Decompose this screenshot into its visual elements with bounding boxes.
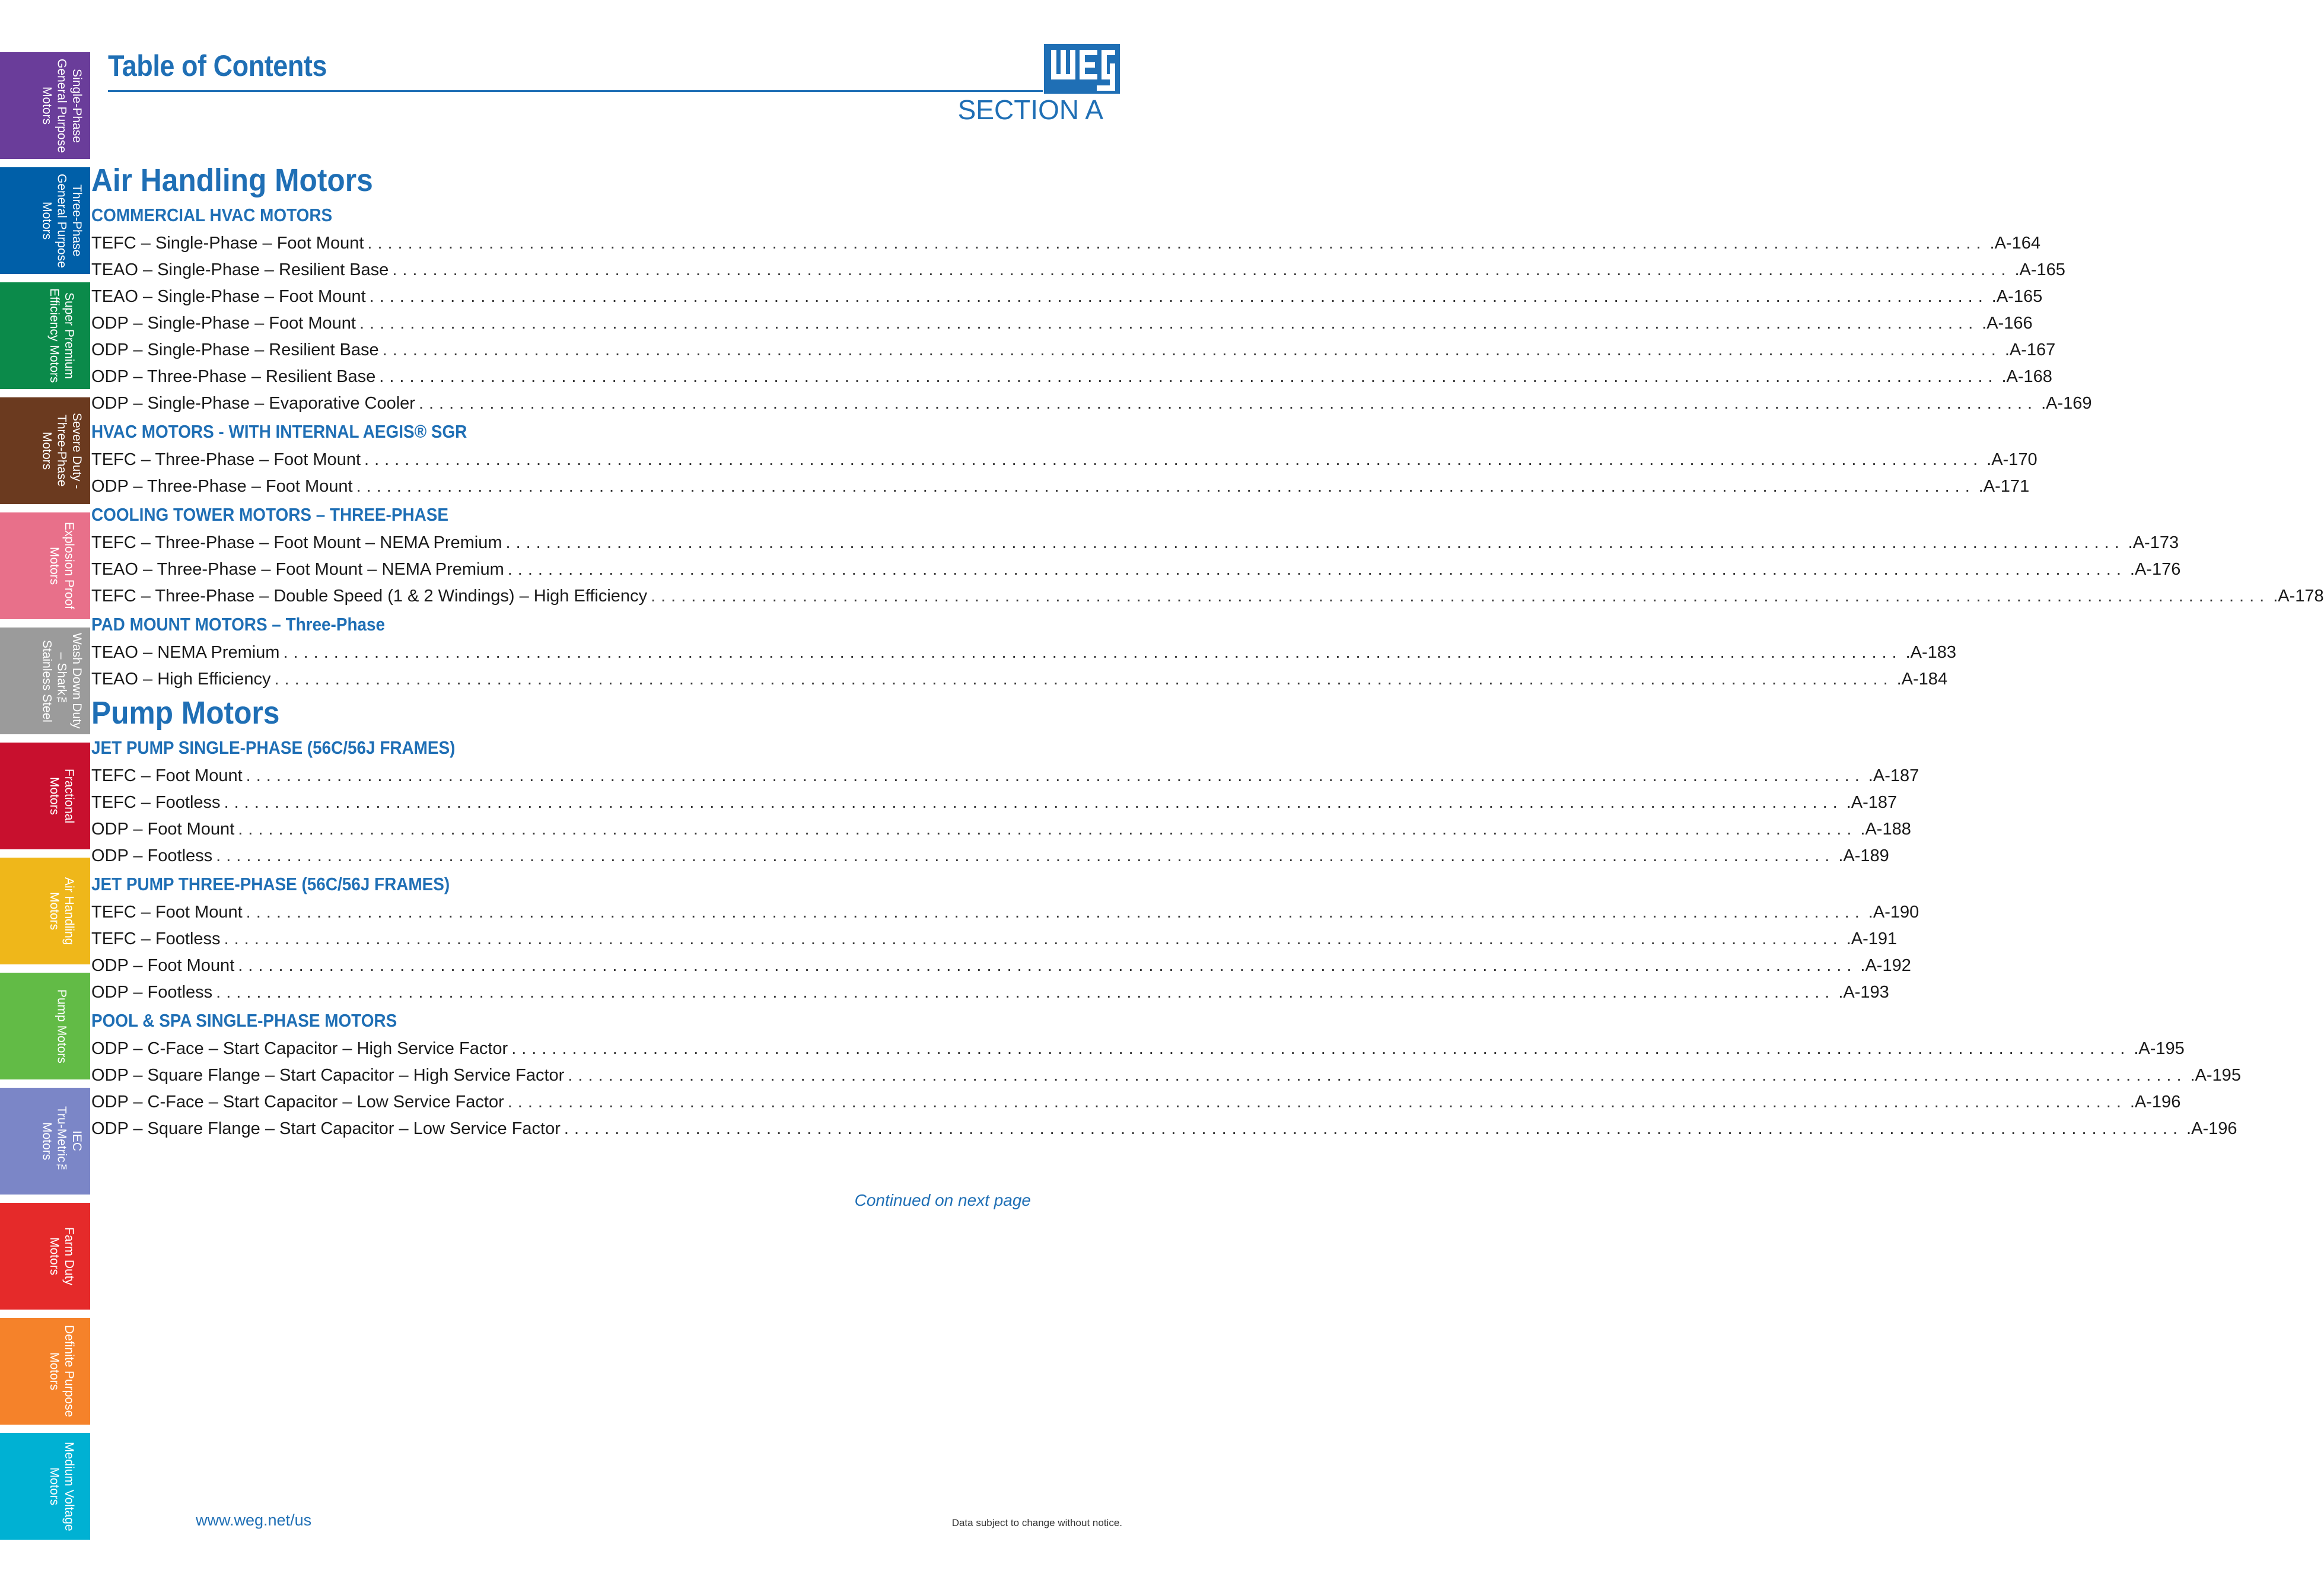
toc-entry[interactable] [91, 789, 1898, 816]
entry-page: .A-169 [2041, 394, 2092, 413]
section-tab[interactable] [0, 973, 90, 1079]
dot-leader: ................................................................................................................................................................ [364, 450, 1984, 469]
entry-page: .A-193 [1838, 983, 1889, 1002]
dot-leader: ................................................................................................................................................................ [507, 560, 2126, 579]
dot-leader: ................................................................................................................................................................ [246, 903, 1865, 922]
entry-title: ODP – Footless [91, 983, 213, 1002]
entry-title: TEFC – Single-Phase – Foot Mount [91, 234, 364, 253]
entry-page: .A-195 [2190, 1066, 2241, 1085]
toc-entry[interactable] [91, 979, 1889, 1006]
footer-disclaimer: Data subject to change without notice. [951, 1517, 1122, 1528]
entry-page: .A-190 [1868, 903, 1919, 922]
toc-entry[interactable] [91, 899, 1919, 926]
entry-title: ODP – Foot Mount [91, 956, 235, 975]
entry-page: .A-184 [1896, 670, 1948, 689]
dot-leader: ................................................................................................................................................................ [418, 394, 2038, 413]
section-tab[interactable] [0, 628, 90, 734]
entry-title: TEAO – Single-Phase – Foot Mount [91, 287, 366, 306]
section-heading: JET PUMP THREE-PHASE (56C/56J FRAMES) [91, 874, 450, 894]
section-tab[interactable] [0, 282, 90, 389]
dot-leader: ................................................................................................................................................................ [367, 234, 1986, 253]
entry-page: .A-166 [1982, 314, 2033, 333]
dot-leader: ................................................................................................................................................................ [359, 314, 1979, 333]
toc-entry[interactable] [91, 337, 2056, 364]
section-tab[interactable] [0, 167, 90, 274]
section-label: SECTION A [957, 94, 1103, 125]
section-heading: PAD MOUNT MOTORS – Three-Phase [91, 614, 386, 635]
entry-page: .A-192 [1860, 956, 1911, 975]
dot-leader: ................................................................................................................................................................ [511, 1039, 2131, 1058]
entry-title: ODP – Single-Phase – Foot Mount [91, 314, 356, 333]
section-heading: COMMERCIAL HVAC MOTORS [91, 205, 333, 225]
section-heading: COOLING TOWER MOTORS – THREE-PHASE [91, 504, 448, 525]
dot-leader: ................................................................................................................................................................ [216, 983, 1835, 1002]
toc-entry[interactable] [91, 473, 2030, 500]
entry-page: .A-187 [1846, 793, 1898, 812]
section-tab-label: Medium Voltage Motors [47, 1441, 77, 1531]
entry-title: TEAO – NEMA Premium [91, 643, 280, 662]
entry-page: .A-188 [1860, 820, 1911, 839]
dot-leader: ................................................................................................................................................................ [379, 367, 1998, 386]
entry-page: .A-195 [2134, 1039, 2185, 1058]
toc-entry[interactable] [91, 556, 2181, 583]
toc-entry[interactable] [91, 953, 1911, 979]
entry-page: .A-196 [2186, 1119, 2237, 1138]
weg-logo [1044, 44, 1120, 94]
entry-page: .A-168 [2001, 367, 2052, 386]
section-tab[interactable] [0, 1433, 90, 1540]
dot-leader: ................................................................................................................................................................ [392, 260, 2011, 279]
section-tab-label: Three-Phase General Purpose Motors [40, 173, 84, 268]
entry-title: ODP – Foot Mount [91, 820, 235, 839]
toc-entry[interactable] [91, 1062, 2241, 1089]
section-tab-label: Single-Phase General Purpose Motors [40, 58, 84, 153]
entry-page: .A-171 [1978, 477, 2030, 496]
entry-page: .A-176 [2129, 560, 2181, 579]
entry-title: TEFC – Foot Mount [91, 903, 243, 922]
section-tab[interactable] [0, 858, 90, 964]
dot-leader: ................................................................................................................................................................ [369, 287, 1988, 306]
continued-note: Continued on next page [854, 1191, 1031, 1209]
toc-entry[interactable] [91, 843, 1889, 869]
toc-entry[interactable] [91, 530, 2179, 556]
dot-leader: ................................................................................................................................................................ [246, 766, 1865, 785]
entry-title: TEFC – Three-Phase – Double Speed (1 & 2 Windings) – High Efficiency [91, 587, 648, 606]
section-tab-label: Definite Purpose Motors [47, 1325, 77, 1418]
entry-title: TEFC – Footless [91, 929, 221, 948]
section-tab[interactable] [0, 397, 90, 504]
toc-entry[interactable] [91, 230, 2040, 257]
entry-page: .A-165 [2014, 260, 2065, 279]
section-tab-label: Fractional Motors [47, 768, 77, 824]
toc-entry[interactable] [91, 583, 2324, 610]
entry-title: ODP – Three-Phase – Resilient Base [91, 367, 376, 386]
section-heading: HVAC MOTORS - WITH INTERNAL AEGIS® SGR [91, 421, 467, 442]
page-title: Table of Contents [108, 49, 327, 82]
dot-leader: ................................................................................................................................................................ [238, 956, 1857, 975]
group-title: Pump Motors [91, 695, 280, 731]
toc-entry[interactable] [91, 1089, 2181, 1116]
entry-title: ODP – C-Face – Start Capacitor – High Service Factor [91, 1039, 508, 1058]
section-tab[interactable] [0, 743, 90, 849]
section-heading: JET PUMP SINGLE-PHASE (56C/56J FRAMES) [91, 737, 456, 758]
section-tab-label: Explosion Proof Motors [47, 522, 77, 610]
dot-leader: ................................................................................................................................................................ [283, 643, 1902, 662]
toc-entry[interactable] [91, 639, 1957, 666]
dot-leader: ................................................................................................................................................................ [238, 820, 1857, 839]
entry-page: .A-189 [1838, 846, 1889, 865]
section-tab[interactable] [0, 1203, 90, 1310]
dot-leader: ................................................................................................................................................................ [224, 929, 1843, 948]
entry-page: .A-173 [2128, 533, 2179, 552]
entry-title: TEAO – Three-Phase – Foot Mount – NEMA Premium [91, 560, 504, 579]
dot-leader: ................................................................................................................................................................ [382, 340, 2001, 359]
entry-title: ODP – C-Face – Start Capacitor – Low Service Factor [91, 1093, 504, 1111]
toc-entry[interactable] [91, 447, 2038, 473]
toc-entry[interactable] [91, 1036, 2185, 1062]
entry-page: .A-164 [1989, 234, 2040, 253]
entry-title: ODP – Footless [91, 846, 213, 865]
footer-url[interactable]: www.weg.net/us [196, 1511, 312, 1529]
entry-title: TEFC – Three-Phase – Foot Mount – NEMA Premium [91, 533, 502, 552]
toc-entry[interactable] [91, 926, 1898, 953]
group-title: Air Handling Motors [91, 163, 373, 198]
dot-leader: ................................................................................................................................................................ [505, 533, 2125, 552]
section-tab[interactable] [0, 52, 90, 159]
entry-page: .A-191 [1846, 929, 1898, 948]
section-tab[interactable] [0, 1088, 90, 1195]
entry-title: TEFC – Foot Mount [91, 766, 243, 785]
entry-title: TEAO – Single-Phase – Resilient Base [91, 260, 389, 279]
dot-leader: ................................................................................................................................................................ [568, 1066, 2187, 1085]
dot-leader: ................................................................................................................................................................ [224, 793, 1843, 812]
toc-entry[interactable] [91, 390, 2092, 417]
entry-title: ODP – Square Flange – Start Capacitor – High Service Factor [91, 1066, 565, 1085]
title-rule [108, 90, 1043, 92]
toc-entry[interactable] [91, 666, 1948, 693]
section-tab-label: Farm Duty Motors [47, 1227, 77, 1285]
toc-entry[interactable] [91, 1116, 2237, 1142]
entry-page: .A-183 [1905, 643, 1957, 662]
section-tab-label: Super Premium Efficiency Motors [47, 288, 77, 383]
section-heading: POOL & SPA SINGLE-PHASE MOTORS [91, 1010, 397, 1031]
dot-leader: ................................................................................................................................................................ [356, 477, 1975, 496]
toc-entry[interactable] [91, 816, 1911, 843]
entry-page: .A-196 [2129, 1093, 2181, 1111]
section-tab[interactable] [0, 512, 90, 619]
entry-title: ODP – Square Flange – Start Capacitor – Low Service Factor [91, 1119, 561, 1138]
dot-leader: ................................................................................................................................................................ [507, 1093, 2126, 1111]
toc-entry[interactable] [91, 257, 2065, 284]
entry-title: TEFC – Three-Phase – Foot Mount [91, 450, 361, 469]
entry-title: TEAO – High Efficiency [91, 670, 271, 689]
entry-title: ODP – Single-Phase – Evaporative Cooler [91, 394, 415, 413]
entry-page: .A-187 [1868, 766, 1919, 785]
dot-leader: ................................................................................................................................................................ [216, 846, 1835, 865]
entry-title: ODP – Three-Phase – Foot Mount [91, 477, 353, 496]
toc-entry[interactable] [91, 763, 1919, 789]
dot-leader: ................................................................................................................................................................ [274, 670, 1893, 689]
entry-page: .A-165 [1991, 287, 2043, 306]
toc-entry[interactable] [91, 284, 2043, 310]
toc-entry[interactable] [91, 364, 2052, 390]
entry-page: .A-178 [2273, 587, 2324, 606]
section-tab-label: Pump Motors [55, 989, 69, 1063]
section-tab[interactable] [0, 1318, 90, 1425]
entry-page: .A-170 [1986, 450, 2038, 469]
section-tab-label: Air Handling Motors [47, 877, 77, 945]
entry-page: .A-167 [2004, 340, 2056, 359]
section-tab-label: Wash Down Duty – Shark™ Stainless Steel [40, 633, 84, 729]
section-tab-label: Severe Duty - Three-Phase Motors [40, 412, 84, 489]
toc-content [91, 160, 2324, 1142]
entry-title: ODP – Single-Phase – Resilient Base [91, 340, 379, 359]
dot-leader: ................................................................................................................................................................ [651, 587, 2270, 606]
entry-title: TEFC – Footless [91, 793, 221, 812]
toc-entry[interactable] [91, 310, 2033, 337]
dot-leader: ................................................................................................................................................................ [564, 1119, 2183, 1138]
section-tab-label: IEC Tru-Metric™ Motors [40, 1106, 84, 1176]
